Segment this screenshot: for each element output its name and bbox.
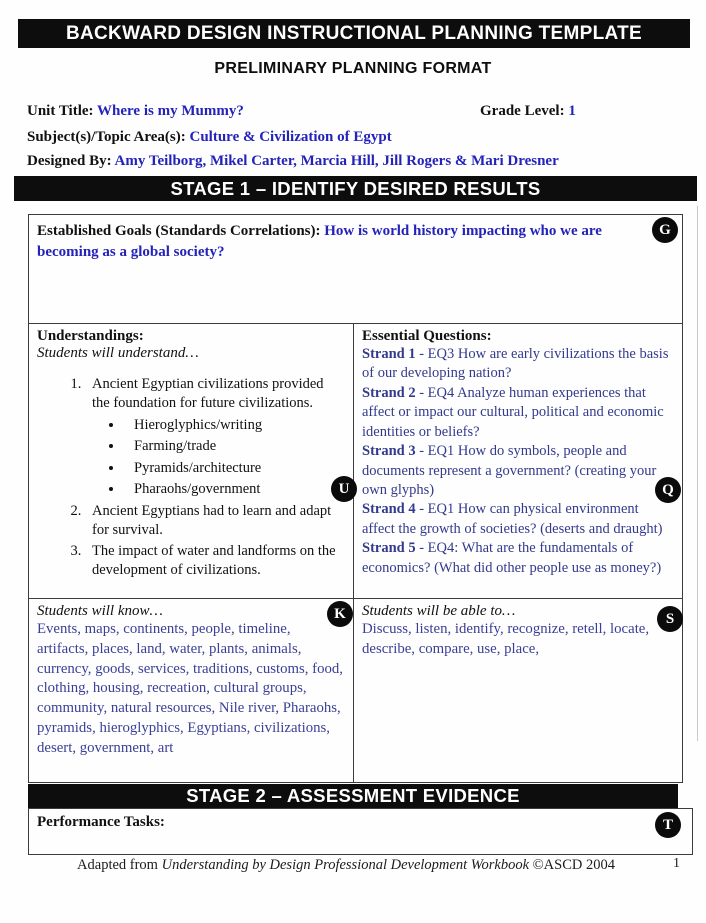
understandings-subheading: Students will understand… [37,345,199,361]
unit-title-line [27,103,244,120]
strand-text: - EQ4 Analyze human experiences that affect or impact our cultural, political and economic identities or beliefs? [362,384,664,440]
understandings-cell [29,324,354,598]
understandings-list [37,375,343,580]
goals-badge: G [652,217,678,243]
strand-text: - EQ3 How are early civilizations the basis of our developing nation? [362,346,669,382]
strand-label: Strand 3 [362,443,416,460]
subject-label: Subject(s)/Topic Area(s): [27,129,186,145]
sub-bullet: • Pharaohs/government [124,480,343,499]
essential-questions-cell [354,324,682,598]
sub-bullet: • Farming/trade [124,437,343,456]
understanding-item [85,542,343,580]
strand-label: Strand 2 [362,384,416,401]
established-goals-value: How is world history impacting who we are becoming as a global society? [37,223,602,260]
footer-prefix: Adapted from [77,857,162,873]
established-goals-label: Established Goals (Standards Correlations): [37,223,321,239]
strand-text: - EQ1 How can physical environment affect the growth of societies? (deserts and draught) [362,501,663,537]
designed-by-label: Designed By: [27,153,112,169]
know-badge: K [327,601,353,627]
strand-line [362,442,670,500]
strand-text: - EQ4: What are the fundamentals of economics? (What did other people use as money?) [362,540,662,576]
unit-title-value: Where is my Mummy? [97,103,244,119]
document-title: BACKWARD DESIGN INSTRUCTIONAL PLANNING TEMPLATE [65,22,642,44]
subject-line [27,129,392,146]
tasks-badge: T [655,812,681,838]
performance-tasks-cell [28,808,693,855]
students-will-be-able-cell [354,599,682,782]
understandings-heading: Understandings: [37,328,144,344]
strand-line [362,500,670,539]
able-text: Discuss, listen, identify, recognize, retell, locate, describe, compare, use, place, [362,621,650,657]
sub-bullet: • Pyramids/architecture [124,459,343,478]
stage1-title: STAGE 1 – IDENTIFY DESIRED RESULTS [170,177,541,199]
footer-work-title: Understanding by Design Professional Development Workbook [161,857,530,873]
able-heading: Students will be able to… [362,603,516,619]
page-number: 1 [673,856,680,871]
designed-by-value: Amy Teilborg, Mikel Carter, Marcia Hill, Jill Rogers & Mari Dresner [114,153,559,169]
sub-bullet: • Hieroglyphics/writing [124,416,343,435]
strand-text: - EQ1 How do symbols, people and documents represent a government? (creating your own glyphs) [362,443,657,498]
strand-label: Strand 4 [362,501,416,518]
strand-line [362,384,670,442]
document-title-bar [18,19,690,48]
subject-value: Culture & Civilization of Egypt [189,129,392,145]
document-subtitle: PRELIMINARY PLANNING FORMAT [214,60,492,77]
footer-suffix: ©ASCD 2004 [529,857,615,873]
understanding-item-text: Ancient Egyptians had to learn and adapt for survival. [92,502,332,538]
strand-label: Strand 1 [362,346,416,362]
grade-level-value: 1 [568,103,576,119]
stage2-title: STAGE 2 – ASSESSMENT EVIDENCE [186,785,520,806]
understanding-item-text: Ancient Egyptian civilizations provided the foundation for future civilizations. [92,376,324,412]
know-heading: Students will know… [37,603,163,619]
grade-level-label: Grade Level: [480,103,565,119]
understandings-badge: U [331,476,357,502]
know-able-row [29,599,682,782]
essential-questions-heading: Essential Questions: [362,328,492,344]
understanding-item [85,502,343,540]
footer-attribution [0,857,692,874]
understanding-item-text: The impact of water and landforms on the development of civilizations. [92,543,336,579]
stage2-header-bar [28,784,678,808]
understanding-sub-bullets [92,416,343,499]
strand-line [362,345,670,384]
unit-title-label: Unit Title: [27,103,94,119]
designed-by-line [27,153,559,170]
grade-level-line [480,103,576,120]
performance-tasks-label: Performance Tasks: [37,814,165,830]
established-goals-cell [29,215,682,324]
understandings-questions-row [29,324,682,599]
students-will-know-cell [29,599,354,782]
strand-line [362,539,670,578]
stage1-header-bar [14,176,697,201]
understanding-item [85,375,343,499]
strand-label: Strand 5 [362,540,416,557]
scan-edge-line [697,206,698,741]
skills-badge: S [657,606,683,632]
questions-badge: Q [655,477,681,503]
stage1-table [28,214,683,783]
know-text: Events, maps, continents, people, timeline, artifacts, places, land, water, plants, animals, currency, goods, services, traditions, customs, food, clothing, housing, recreation, cultural groups, community, natural resources, Nile river, Pharaohs, pyramids, hieroglyphics, Egyptians, civilizations, desert, government, art [37,621,344,756]
